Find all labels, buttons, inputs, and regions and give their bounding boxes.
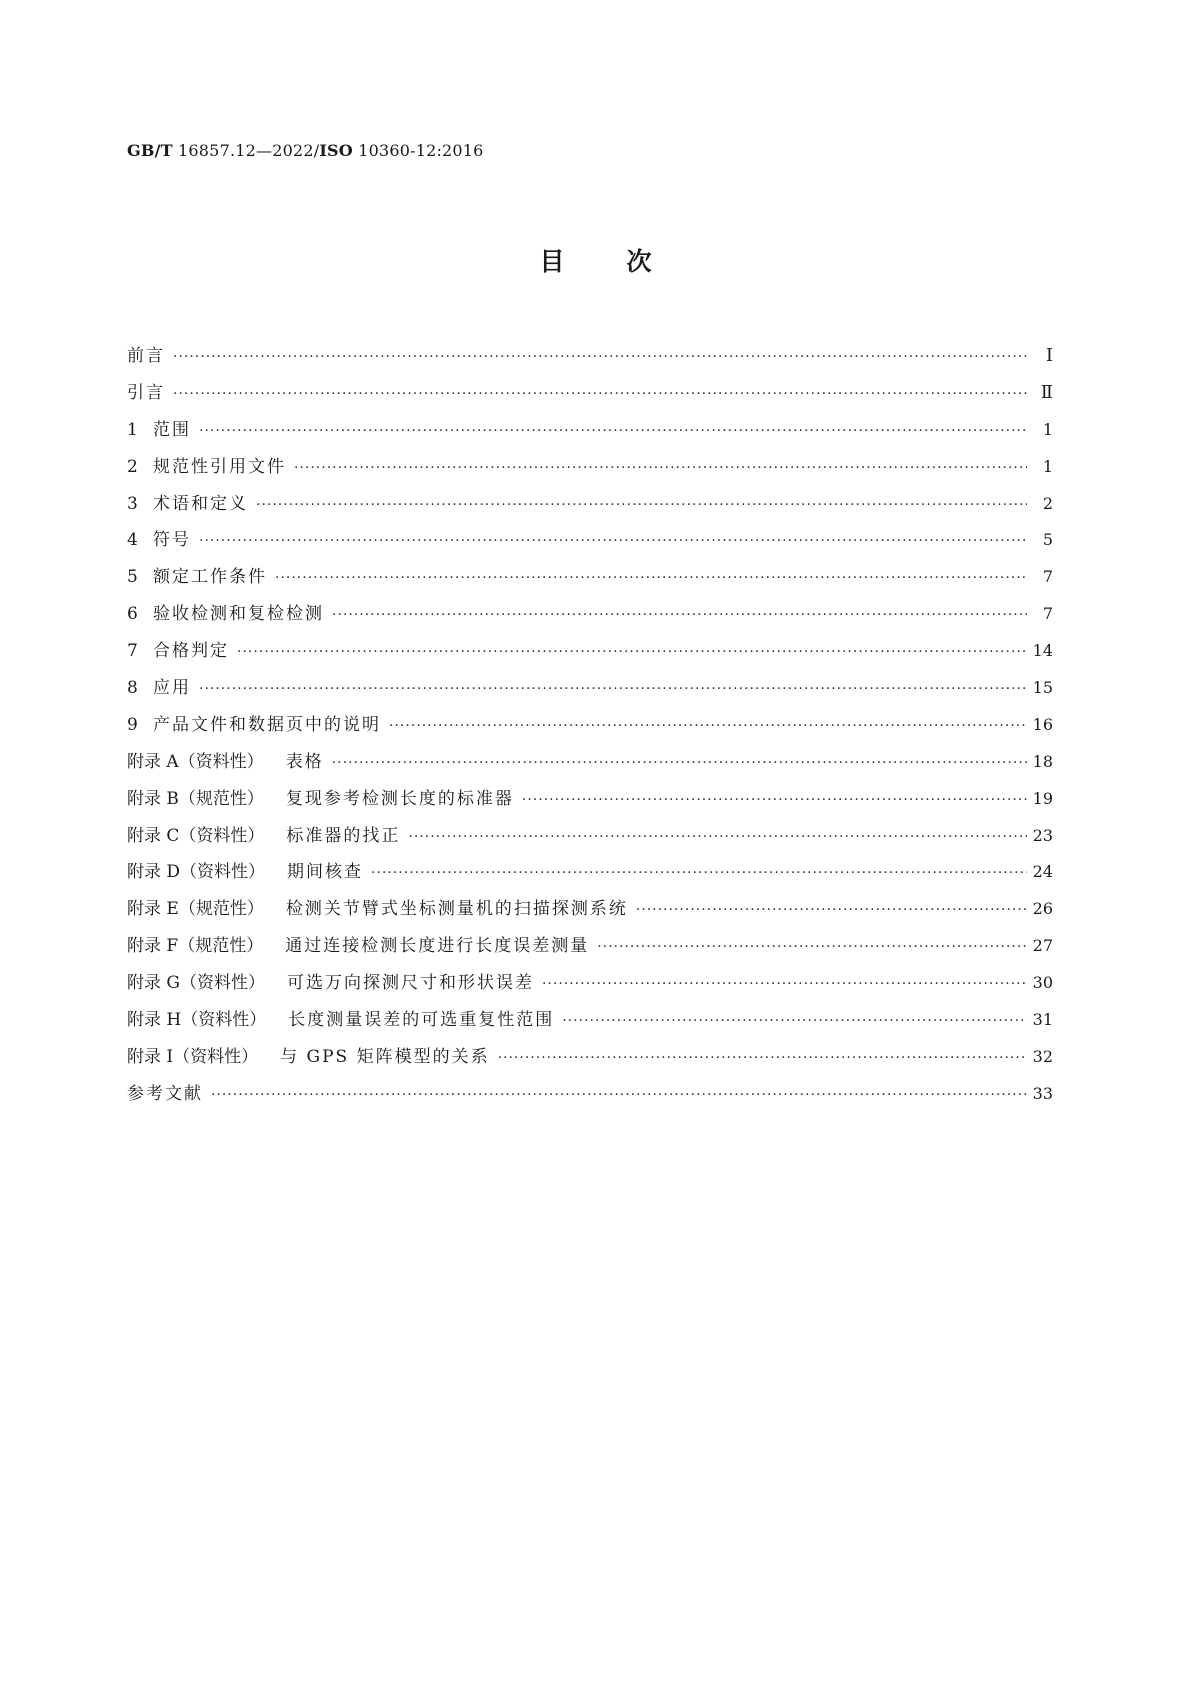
toc-entry-page-number: 7 [1042,604,1053,624]
standard-code-iso: ISO [319,141,353,160]
toc-entry-page-number: 15 [1032,678,1053,698]
toc-entry-label[interactable]: 引言 [127,382,165,403]
toc-entry-annex-prefix: 附录 I（资料性） [127,1046,259,1067]
toc-entry-label[interactable]: 额定工作条件 [153,567,267,588]
toc-entry-page-number: 23 [1032,825,1053,845]
toc-dot-leader [294,450,1027,487]
toc-dot-leader [173,376,1027,413]
toc-entry-label[interactable]: 复现参考检测长度的标准器 [285,788,514,809]
toc-entry[interactable] [127,670,1053,707]
toc-entry-label[interactable]: 验收检测和复检检测 [153,604,324,625]
toc-entry-label[interactable]: 术语和定义 [153,493,248,514]
toc-entry-label[interactable]: 合格判定 [153,641,229,662]
toc-dot-leader [562,1003,1027,1040]
toc-dot-leader [173,339,1027,376]
toc-entry-label[interactable]: 期间核查 [287,862,364,883]
toc-entry-page-number: 31 [1032,1010,1053,1030]
toc-entry-label[interactable]: 检测关节臂式坐标测量机的扫描探测系统 [285,899,628,920]
toc-entry[interactable] [127,891,1053,928]
toc-entry-annex-prefix: 附录 D（资料性） [127,862,266,883]
toc-entry-label[interactable]: 通过连接检测长度进行长度误差测量 [285,936,590,957]
toc-entry[interactable] [127,928,1053,965]
toc-entry[interactable] [127,449,1053,486]
toc-entry[interactable] [127,412,1053,449]
toc-entry-label[interactable]: 可选万向探测尺寸和形状误差 [286,973,534,994]
toc-entry-number: 3 [127,493,138,514]
toc-entry-page-number: 5 [1042,530,1053,550]
toc-entry-number: 8 [127,678,138,699]
toc-entry-annex-prefix: 附录 A（资料性） [127,751,264,772]
toc-dot-leader [636,892,1027,929]
toc-entry[interactable] [127,744,1053,781]
toc-entry[interactable] [127,818,1053,855]
toc-entry-label[interactable]: 标准器的找正 [286,825,401,846]
toc-dot-leader [542,966,1027,1003]
toc-entry-page-number: Ⅰ [1045,345,1053,366]
toc-entry-page-number: 30 [1032,973,1053,993]
toc-dot-leader [199,523,1027,560]
toc-entry[interactable] [127,1076,1053,1113]
toc-entry-page-number: Ⅱ [1040,381,1053,403]
toc-entry-label[interactable]: 表格 [285,751,324,772]
toc-entry[interactable] [127,338,1053,375]
toc-entry-label[interactable]: 长度测量误差的可选重复性范围 [288,1010,555,1031]
toc-entry[interactable] [127,522,1053,559]
table-of-contents [127,338,1053,1113]
toc-entry-page-number: 14 [1032,641,1053,661]
toc-dot-leader [498,1040,1027,1077]
toc-dot-leader [199,413,1027,450]
toc-entry-page-number: 18 [1032,751,1053,771]
toc-entry[interactable] [127,633,1053,670]
toc-entry-annex-prefix: 附录 B（规范性） [127,788,264,809]
toc-entry-annex-prefix: 附录 G（资料性） [127,973,265,994]
toc-entry-number: 4 [127,530,138,551]
toc-entry[interactable] [127,375,1053,412]
toc-entry-page-number: 27 [1032,936,1053,956]
toc-entry-label[interactable]: 参考文献 [127,1083,203,1104]
standard-code-iso-number: 10360-12:2016 [358,141,484,160]
toc-entry-number: 1 [127,419,138,440]
toc-entry-label[interactable]: 产品文件和数据页中的说明 [153,714,381,735]
toc-entry-number: 2 [127,456,138,477]
toc-dot-leader [332,745,1027,782]
toc-entry-page-number: 1 [1042,456,1053,476]
toc-entry-number: 7 [127,641,138,662]
toc-entry-label[interactable]: 符号 [153,530,191,551]
toc-entry-page-number: 26 [1032,899,1053,919]
toc-dot-leader [237,634,1027,671]
toc-dot-leader [275,560,1027,597]
toc-entry[interactable] [127,781,1053,818]
toc-entry-number: 6 [127,604,138,625]
toc-entry-page-number: 1 [1042,419,1053,439]
toc-entry-annex-prefix: 附录 F（规范性） [127,936,264,957]
toc-entry-page-number: 2 [1042,493,1053,513]
toc-dot-leader [389,708,1027,745]
toc-dot-leader [199,671,1027,708]
toc-dot-leader [256,487,1027,524]
toc-entry-annex-prefix: 附录 C（资料性） [127,825,265,846]
toc-entry[interactable] [127,486,1053,523]
toc-dot-leader [332,597,1027,634]
toc-entry-label[interactable]: 应用 [153,678,191,699]
toc-entry-page-number: 33 [1032,1083,1053,1103]
toc-entry-number: 5 [127,567,138,588]
toc-entry[interactable] [127,965,1053,1002]
toc-dot-leader [408,819,1027,856]
toc-entry[interactable] [127,707,1053,744]
toc-entry-label[interactable]: 规范性引用文件 [153,456,286,477]
toc-dot-leader [211,1077,1027,1114]
toc-entry-annex-prefix: 附录 H（资料性） [127,1010,267,1031]
standard-code-number: 16857.12—2022/ [178,141,320,160]
toc-dot-leader [597,929,1027,966]
toc-entry-page-number: 7 [1042,567,1053,587]
toc-entry[interactable] [127,854,1053,891]
toc-entry-page-number: 24 [1032,862,1053,882]
toc-entry-number: 9 [127,714,138,735]
standard-code-gbt: GB/T [127,141,173,160]
toc-entry-page-number: 32 [1032,1046,1053,1066]
toc-entry[interactable] [127,596,1053,633]
toc-entry-label[interactable]: 前言 [127,346,165,366]
toc-entry-label[interactable]: 与 GPS 矩阵模型的关系 [280,1046,490,1067]
toc-entry-annex-prefix: 附录 E（规范性） [127,899,264,920]
toc-entry-label[interactable]: 范围 [153,419,191,440]
toc-entry[interactable] [127,1039,1053,1076]
toc-dot-leader [371,855,1027,892]
toc-entry-page-number: 19 [1032,788,1053,808]
page-title: 目次 [539,247,714,276]
toc-dot-leader [522,782,1027,819]
toc-entry[interactable] [127,1002,1053,1039]
standard-code [127,141,484,160]
toc-entry[interactable] [127,559,1053,596]
toc-entry-page-number: 16 [1032,714,1053,734]
